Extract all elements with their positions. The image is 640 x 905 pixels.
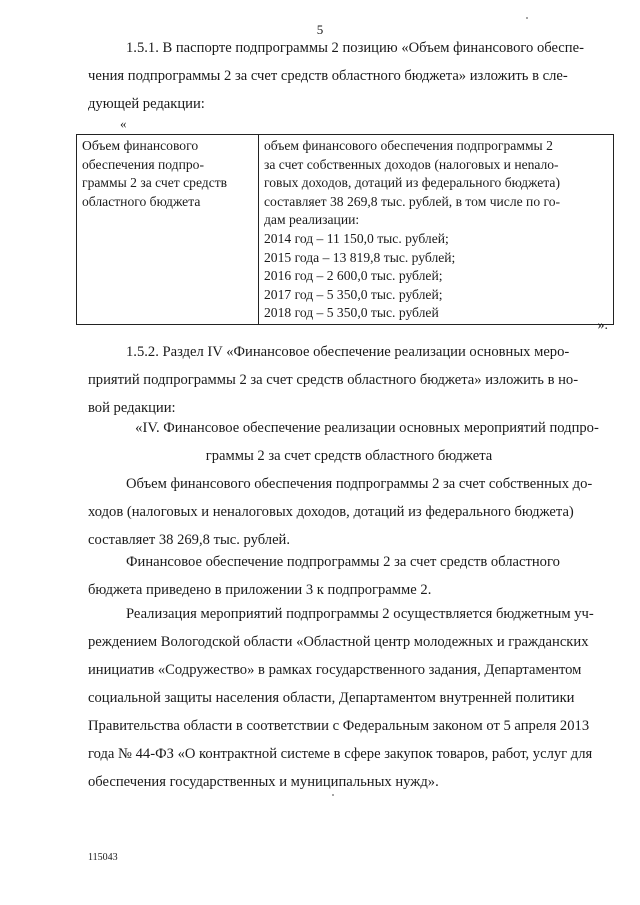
paragraph-implementation: [88, 600, 610, 796]
text-line: года № 44-ФЗ «О контрактной системе в сфере закупок товаров, работ, услуг для: [88, 746, 593, 762]
cell-text-line: Объем финансового: [82, 138, 199, 153]
section-heading: [88, 414, 610, 470]
text-line: 1.5.2. Раздел IV «Финансовое обеспечение реализации основных меро-: [126, 344, 570, 360]
opening-quote-mark: «: [120, 116, 127, 131]
paragraph-1-5-1: [88, 34, 610, 118]
heading-line: граммы 2 за счет средств областного бюджета: [205, 448, 493, 464]
passport-table: [76, 134, 614, 325]
cell-text-line: обеспечения подпро-: [82, 156, 204, 172]
cell-text-line: 2015 года – 13 819,8 тыс. рублей;: [264, 249, 456, 265]
text-line: бюджета приведено в приложении 3 к подпрограмме 2.: [88, 582, 432, 598]
paragraph-1-5-2: [88, 338, 610, 422]
cell-text-line: 2016 год – 2 600,0 тыс. рублей;: [264, 268, 443, 284]
text-line: чения подпрограммы 2 за счет средств областного бюджета» изложить в сле-: [88, 68, 568, 84]
cell-text-line: 2018 год – 5 350,0 тыс. рублей: [264, 305, 439, 321]
page-number: 5: [316, 22, 324, 37]
closing-quote-mark: ».: [597, 318, 608, 333]
text-line: составляет 38 269,8 тыс. рублей.: [88, 532, 291, 548]
cell-text-line: дам реализации:: [264, 212, 360, 228]
cell-text-line: граммы 2 за счет средств: [82, 175, 228, 191]
table-row: [77, 135, 614, 325]
text-line: ходов (налоговых и неналоговых доходов, дотаций из федерального бюджета): [88, 504, 574, 520]
text-line: Объем финансового обеспечения подпрограммы 2 за счет собственных до-: [126, 476, 593, 492]
cell-text-line: объем финансового обеспечения подпрограммы 2: [264, 138, 553, 153]
text-line: реждением Вологодской области «Областной центр молодежных и гражданских: [88, 634, 589, 650]
cell-text-line: областного бюджета: [82, 193, 201, 209]
text-line: обеспечения государственных и муниципальных нужд».: [88, 774, 439, 790]
heading-line: «IV. Финансовое обеспечение реализации основных мероприятий подпро-: [135, 420, 599, 436]
text-line: 1.5.1. В паспорте подпрограммы 2 позицию «Объем финансового обеспе-: [126, 40, 584, 56]
text-line: вой редакции:: [88, 400, 176, 416]
text-line: Финансовое обеспечение подпрограммы 2 за счет средств областного: [126, 554, 560, 570]
scan-speck: [526, 17, 528, 19]
text-line: Правительства области в соответствии с Федеральным законом от 5 апреля 2013: [88, 718, 590, 734]
text-line: Реализация мероприятий подпрограммы 2 осуществляется бюджетным уч-: [126, 606, 594, 622]
table-cell-label: [77, 135, 259, 325]
cell-text-line: за счет собственных доходов (налоговых и нenaло-: [264, 156, 559, 172]
paragraph-financing-volume: [88, 470, 610, 554]
table-cell-value: [259, 135, 614, 325]
document-code: 115043: [88, 852, 118, 863]
paragraph-appendix-reference: [88, 548, 610, 604]
text-line: дующей редакции:: [88, 96, 205, 112]
text-line: инициатив «Содружество» в рамках государственного задания, Департаментом: [88, 662, 582, 678]
cell-text-line: 2017 год – 5 350,0 тыс. рублей;: [264, 286, 443, 302]
cell-text-line: 2014 год – 11 150,0 тыс. рублей;: [264, 230, 449, 246]
cell-text-line: составляет 38 269,8 тыс. рублей, в том числе по го-: [264, 193, 561, 209]
text-line: социальной защиты населения области, Департаментом внутренней политики: [88, 690, 575, 706]
text-line: приятий подпрограммы 2 за счет средств областного бюджета» изложить в но-: [88, 372, 579, 388]
scan-speck: [332, 794, 334, 796]
cell-text-line: говых доходов, дотаций из федерального бюджета): [264, 175, 560, 191]
